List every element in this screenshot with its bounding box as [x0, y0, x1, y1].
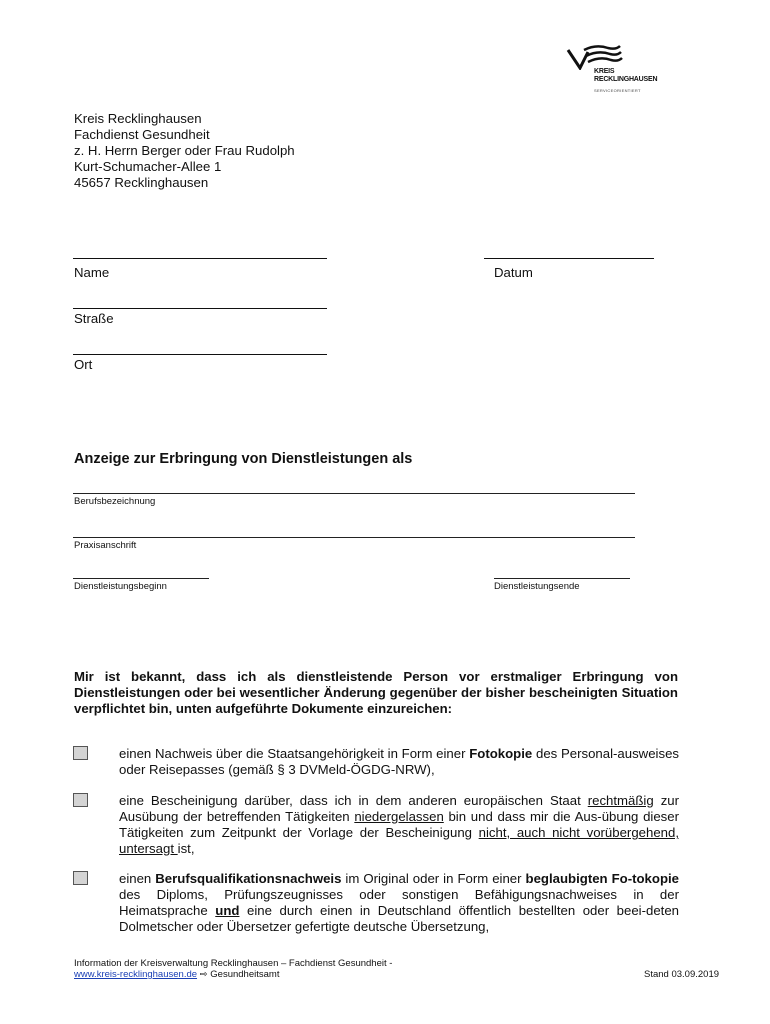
- logo-tagline: SERVICEORIENTIERT: [594, 88, 641, 93]
- datum-field-line[interactable]: [484, 258, 654, 259]
- beginn-label: Dienstleistungsbeginn: [74, 581, 167, 592]
- logo-waves-icon: [566, 44, 626, 70]
- footer-info: [74, 958, 392, 980]
- address-line: Fachdienst Gesundheit: [74, 127, 210, 142]
- ort-label: Ort: [74, 357, 93, 372]
- berufsbezeichnung-label: Berufsbezeichnung: [74, 496, 156, 507]
- name-field-line[interactable]: [73, 258, 327, 259]
- ende-label: Dienstleistungsende: [494, 581, 580, 592]
- footer-stand-date: Stand 03.09.2019: [644, 969, 720, 980]
- checkbox-staatsangehoerigkeit[interactable]: [73, 746, 88, 760]
- form-heading: Anzeige zur Erbringung von Dienstleistungen als: [74, 451, 413, 467]
- footer-link-suffix: Gesundheitsamt: [207, 969, 280, 980]
- logo-line1: KREIS: [594, 68, 615, 75]
- ort-field-line[interactable]: [73, 354, 327, 355]
- logo-text: [594, 68, 657, 84]
- address-line: Kreis Recklinghausen: [74, 111, 202, 126]
- datum-label: Datum: [494, 265, 533, 280]
- arrow-right-icon: ⇨: [199, 969, 208, 980]
- logo-line2: RECKLINGHAUSEN: [594, 76, 658, 83]
- item-staatsangehoerigkeit: einen Nachweis über die Staatsangehörigkeit in Form einer Fotokopie des Personal-ausweises oder Reisepasses (gemäß § 3 DVMeld-ÖGDG-NRW),: [119, 746, 679, 777]
- ende-field-line[interactable]: [494, 578, 630, 579]
- checkbox-bescheinigung[interactable]: [73, 793, 88, 807]
- address-line: z. H. Herrn Berger oder Frau Rudolph: [74, 143, 295, 158]
- item-berufsqualifikation: einen Berufsqualifikationsnachweis im Original oder in Form einer beglaubigten Fo-tokopie des Diploms, Prüfungszeugnisses oder sonstigen Befähigungsnachweises in der Heimatsprache und eine durch einen in Deutschland öffentlich bestellten oder beei-deten Dolmetscher oder Übersetzer gefertigte deutsche Übersetzung,: [119, 871, 680, 934]
- item-bescheinigung: eine Bescheinigung darüber, dass ich in dem anderen europäischen Staat rechtmäßig zur Ausübung der betreffenden Tätigkeiten niedergelassen bin und dass mir die Aus-übung dieser Tätigkeiten zum Zeitpunkt der Vorlage der Bescheinigung nicht, auch nicht vorübergehend, untersagt ist,: [119, 793, 680, 856]
- address-line: Kurt-Schumacher-Allee 1: [74, 159, 222, 174]
- name-label: Name: [74, 265, 110, 280]
- kreis-recklinghausen-logo: [566, 44, 666, 100]
- checkbox-berufsqualifikation[interactable]: [73, 871, 88, 885]
- strasse-field-line[interactable]: [73, 308, 327, 309]
- praxisanschrift-label: Praxisanschrift: [74, 540, 137, 551]
- strasse-label: Straße: [74, 311, 114, 326]
- website-link[interactable]: www.kreis-recklinghausen.de: [74, 969, 198, 980]
- recipient-address: [74, 111, 295, 191]
- praxisanschrift-field-line[interactable]: [73, 537, 635, 538]
- footer-line1: Information der Kreisverwaltung Recklinghausen – Fachdienst Gesundheit -: [74, 958, 393, 969]
- berufsbezeichnung-field-line[interactable]: [73, 493, 635, 494]
- address-line: 45657 Recklinghausen: [74, 175, 209, 190]
- beginn-field-line[interactable]: [73, 578, 209, 579]
- intro-paragraph: Mir ist bekannt, dass ich als dienstleistende Person vor erstmaliger Erbringung von Dienstleistungen oder bei wesentlicher Änderung gegenüber der bisher bescheinigten Situation verpflichtet bin, unten aufgeführte Dokumente einzureichen:: [74, 669, 678, 716]
